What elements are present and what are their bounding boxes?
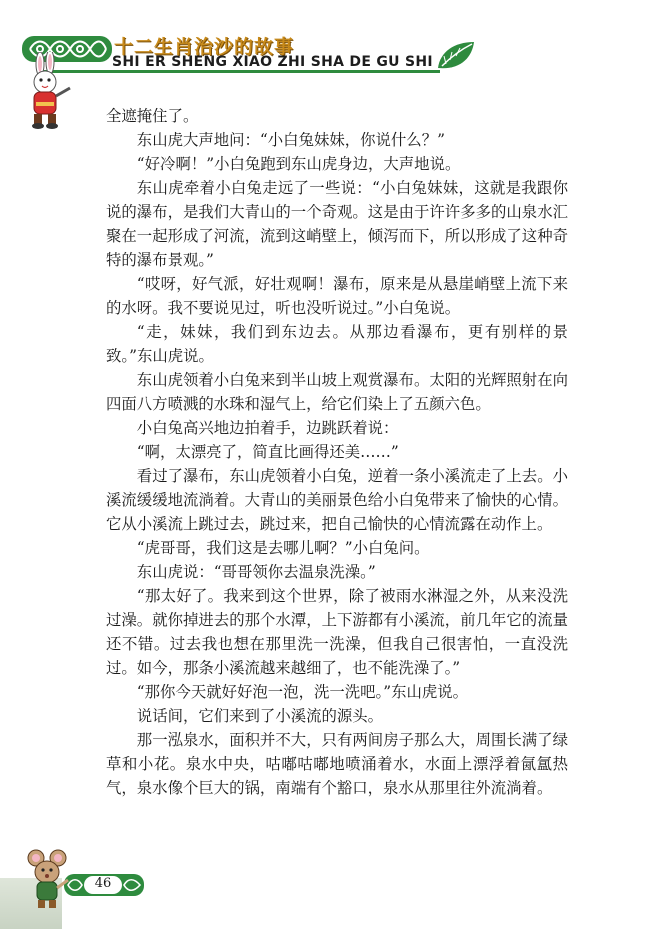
paragraph: “走，妹妹，我们到东边去。从那边看瀑布，更有别样的景致。”东山虎说。 bbox=[106, 323, 568, 365]
paragraph: 看过了瀑布，东山虎领着小白兔，逆着一条小溪流走了上去。小溪流缓缓地流淌着。大青山的美丽景色给小白兔带来了愉快的心情。它从小溪流上跳过去，跳过来，把自己愉快的心情流露在动作上。 bbox=[106, 467, 568, 533]
header-rule bbox=[40, 70, 440, 73]
paragraph: 说话间，它们来到了小溪流的源头。 bbox=[136, 707, 384, 725]
leaf-icon bbox=[432, 36, 480, 76]
page-header bbox=[0, 0, 665, 110]
paragraph: 那一泓泉水，面积并不大，只有两间房子那么大，周围长满了绿草和小花。泉水中央，咕嘟咕嘟地喷涌着水，水面上漂浮着氤氲热气，泉水像个巨大的锅，南端有个豁口，泉水从那里往外流淌着。 bbox=[106, 731, 568, 797]
paragraph: 小白兔高兴地边拍着手，边跳跃着说： bbox=[136, 419, 399, 437]
rabbit-icon bbox=[16, 52, 86, 130]
paragraph: 东山虎领着小白兔来到半山坡上观赏瀑布。太阳的光辉照射在向四面八方喷溅的水珠和湿气上，给它们染上了五颜六色。 bbox=[106, 371, 568, 413]
book-title-pinyin: SHI ER SHENG XIAO ZHI SHA DE GU SHI bbox=[112, 54, 433, 70]
paragraph: 全遮掩住了。 bbox=[106, 107, 199, 125]
paragraph: 东山虎牵着小白兔走远了一些说：“小白兔妹妹，这就是我跟你说的瀑布，是我们大青山的一个奇观。这是由于许许多多的山泉水汇聚在一起形成了河流，流到这峭壁上，倾泻而下，所以形成了这种奇特的瀑布景观。” bbox=[106, 179, 568, 269]
paragraph: “虎哥哥，我们这是去哪儿啊？”小白兔问。 bbox=[136, 539, 430, 557]
paragraph: 东山虎说：“哥哥领你去温泉洗澡。” bbox=[136, 563, 376, 581]
paragraph: “哎呀，好气派，好壮观啊！瀑布，原来是从悬崖峭壁上流下来的水呀。我不要说见过，听也没听说过。”小白兔说。 bbox=[106, 275, 568, 317]
rat-icon bbox=[24, 848, 74, 912]
story-text bbox=[106, 104, 568, 800]
paragraph: 东山虎大声地问：“小白兔妹妹，你说什么？” bbox=[136, 131, 445, 149]
paragraph: “好冷啊！”小白兔跑到东山虎身边，大声地说。 bbox=[136, 155, 461, 173]
paragraph: “啊，太漂亮了，简直比画得还美……” bbox=[136, 443, 399, 461]
page-number: 46 bbox=[94, 876, 112, 891]
paragraph: “那你今天就好好泡一泡，洗一洗吧。”东山虎说。 bbox=[136, 683, 469, 701]
book-title: 十二生肖治沙的故事 bbox=[114, 36, 295, 58]
paragraph: “那太好了。我来到这个世界，除了被雨水淋湿之外，从来没洗过澡。就你掉进去的那个水潭，上下游都有小溪流，前几年它的流量还不错。过去我也想在那里洗一洗澡，但我自己很害怕，一直没洗过。如今，那条小溪流越来越细了，也不能洗澡了。” bbox=[106, 587, 568, 677]
